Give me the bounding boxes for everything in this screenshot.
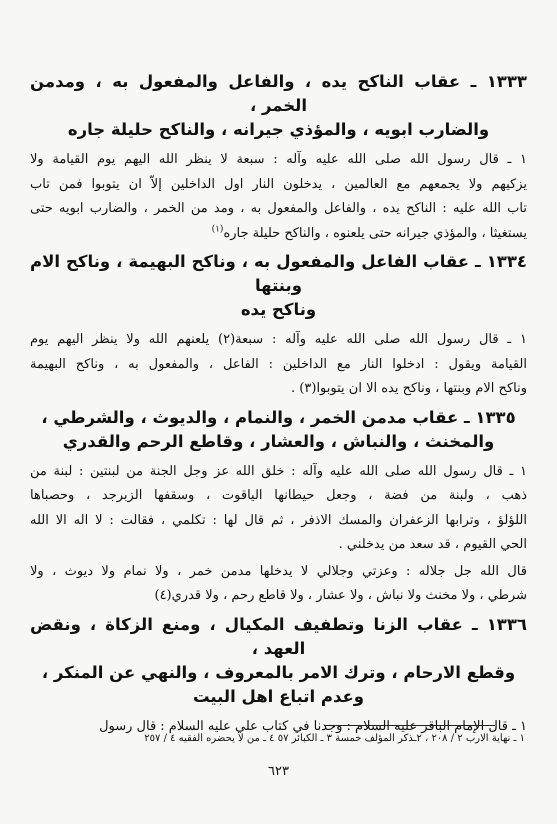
heading-line: ١٣٣٦ ـ عقاب الزنا وتطفيف المكيال ، ومنع الزكاة ، ونقض العهد ، xyxy=(30,614,527,658)
hadith-paragraph xyxy=(30,148,527,246)
heading-line: ١٣٣٥ ـ عقاب مدمن الخمر ، والنمام ، والديوث ، والشرطي ، xyxy=(41,407,516,427)
paragraph-line: اللؤلؤ ، وترابها الزعفران والمسك الاذفر ، ثم قال لها : تكلمي ، فقالت : لا اله الا الله xyxy=(30,512,527,528)
footnote-marker: (١) xyxy=(211,224,224,235)
heading-line: وقطع الارحام ، وترك الامر بالمعروف ، والنهي عن المنكر ، xyxy=(41,662,516,682)
paragraph-line: شرطي ، ولا مخنث ولا نباش ، ولا عشار ، ولا قاطع رحم ، ولا قدري(٤) xyxy=(154,588,527,603)
paragraph-line: وناكح الام وبنتها ، وناكح يده الا ان يتوبوا(٣) . xyxy=(291,381,527,396)
footnote-divider xyxy=(325,725,495,726)
hadith-paragraph xyxy=(30,560,527,609)
section-heading-1333 xyxy=(30,70,527,142)
paragraph-line: ١ ـ قال الإمام الباقر عليه السلام : وجدنا في كتاب علي عليه السلام : قال رسول xyxy=(99,718,527,734)
page-number: ٦٢٣ xyxy=(268,764,289,779)
paragraph-line: ١ ـ قال رسول الله صلى الله عليه وآله : سبعة(٢) يلعنهم الله ولا ينظر اليهم يوم xyxy=(30,332,527,347)
footnote: ١ ـ نهاية الارب ٢ / ٢٠٨ ، ٢ـذكر المؤلف خمسة ٣ ـ الكبائر ٥٧ ٤ ـ من لا يحضره الفقيه ٤ / ٢٥٧ xyxy=(144,733,525,744)
heading-line: والضارب ابويه ، والمؤذي جيرانه ، والناكح حليلة جاره xyxy=(67,120,490,139)
paragraph-line: ١ ـ قال رسول الله صلى الله عليه وآله : سبعة لا ينظر الله اليهم يوم القيامة ولا xyxy=(30,152,527,167)
heading-line: والمخنث ، والنباش ، والعشار ، وقاطع الرحم والقدري xyxy=(62,431,495,451)
heading-line: ١٣٣٣ ـ عقاب الناكح يده ، والفاعل والمفعول به ، ومدمن الخمر ، xyxy=(30,72,527,115)
section-heading-1336 xyxy=(30,613,527,709)
paragraph-line: يزكيهم ولا يجمعهم مع العالمين ، يدخلون النار اول الداخلين إلاّ ان يتوبوا فمن تاب xyxy=(30,176,527,192)
heading-line: وناكح يده xyxy=(240,300,317,319)
section-heading-1334 xyxy=(30,250,527,322)
paragraph-line: تاب الله عليه : الناكح يده ، والفاعل والمفعول به ، ومد من الخمر ، والضارب ابويه حتى xyxy=(30,201,527,216)
paragraph-line: القيامة ويقول : ادخلوا النار مع الداخلين : الفاعل ، والمفعول به ، وناكح البهيمة xyxy=(30,356,527,372)
paragraph-line: ذهب ، ولبنة من فضة ، وجعل حيطانها الياقوت ، وسقفها الزبرجد ، وحصباها xyxy=(30,488,527,503)
hadith-paragraph xyxy=(30,328,527,402)
paragraph-line: قال الله جل جلاله : وعزتي وجلالي لا يدخلها مدمن خمر ، ولا نمام ولا ديوث ، ولا xyxy=(30,563,527,579)
paragraph-line xyxy=(30,222,527,247)
paragraph-line: ١ ـ قال رسول الله صلى الله عليه وآله : خلق الله عز وجل الجنة من لبنتين : لبنة من xyxy=(30,463,527,479)
paragraph-line: الحي القيوم ، قد سعد من يدخلني . xyxy=(338,537,527,552)
section-heading-1335 xyxy=(30,406,527,454)
hadith-paragraph xyxy=(30,460,527,558)
heading-line: ١٣٣٤ ـ عقاب الفاعل والمفعول به ، وناكح البهيمة ، وناكح الام وبنتها xyxy=(30,252,527,295)
page-body xyxy=(30,66,527,741)
heading-line: وعدم اتباع اهل البيت xyxy=(192,686,365,706)
paragraph-text: يستغيثا ، والمؤذي جيرانه حتى يلعنوه ، والناكح حليلة جاره xyxy=(223,225,527,241)
